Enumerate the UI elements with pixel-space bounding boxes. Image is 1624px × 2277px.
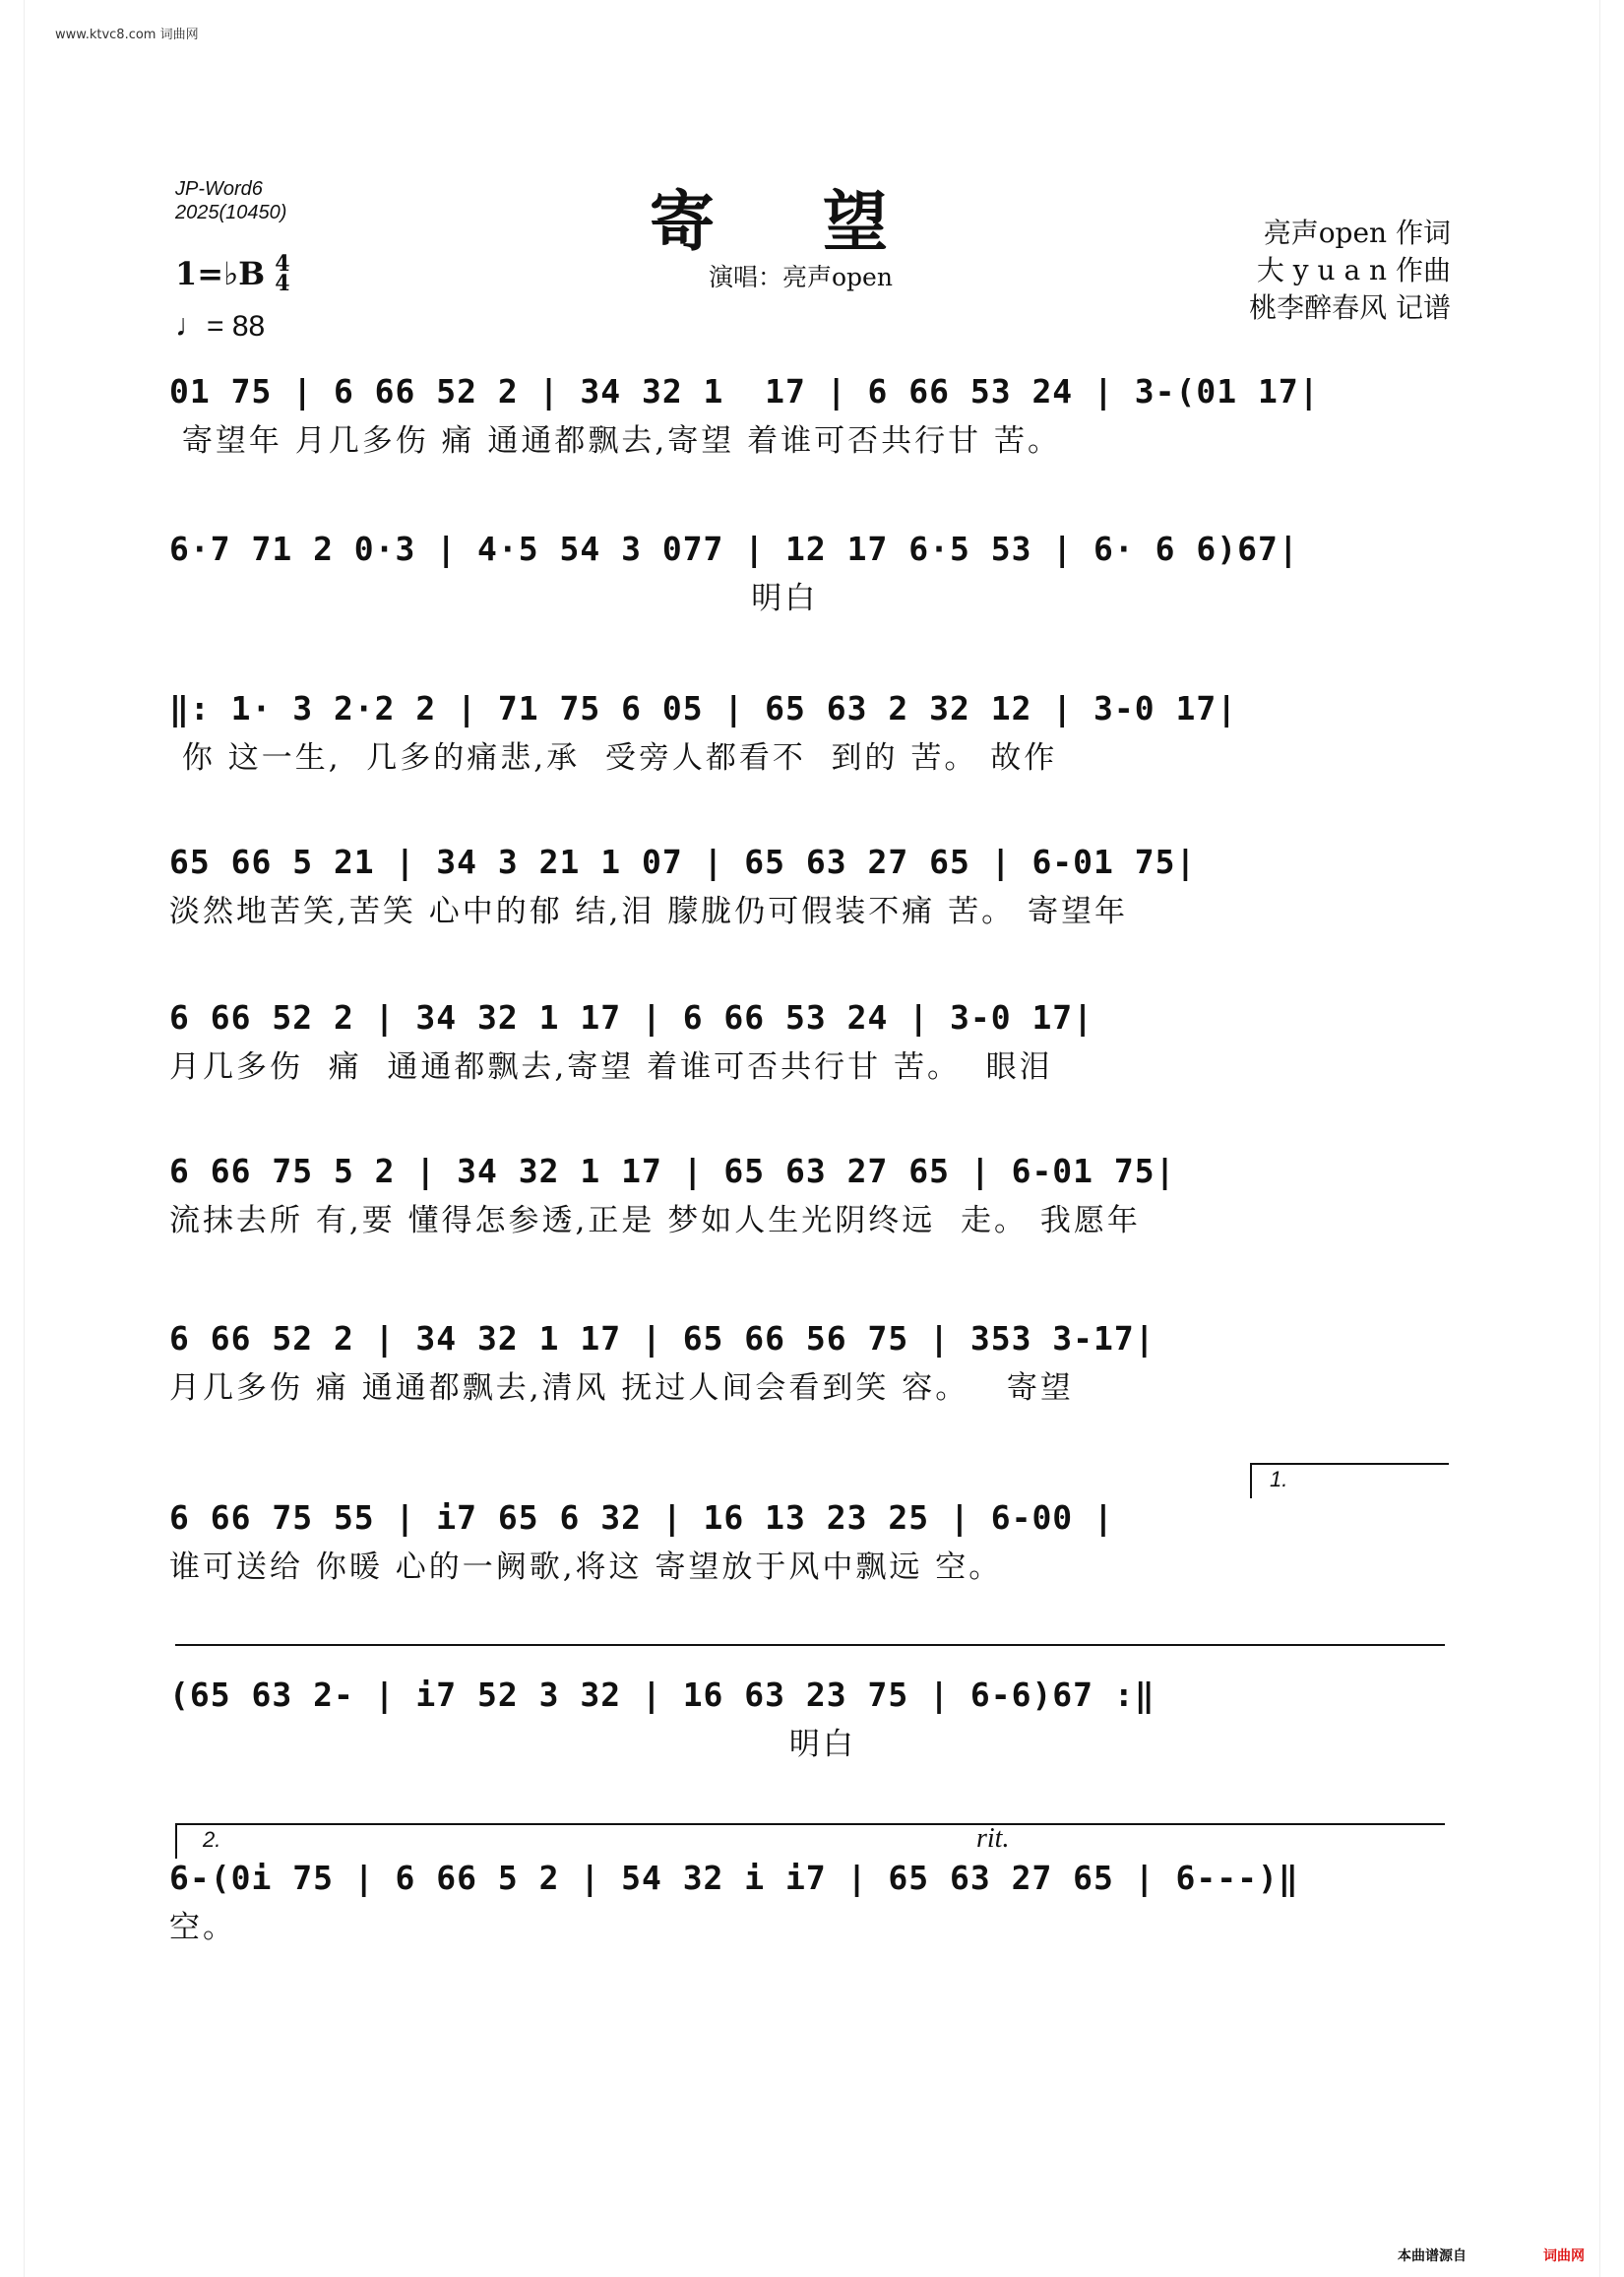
software-version: 2025(10450) [175,202,287,223]
volta-2-tick [175,1823,177,1859]
score-system [169,1857,1449,1949]
site-url[interactable]: www.ktvc8.com 词曲网 [55,28,199,42]
score-system [169,687,1449,780]
key-signature [175,251,290,296]
score-system [169,841,1449,933]
lyrics-line: 月几多伤 痛 通通都飘去,清风 抚过人间会看到笑 容。 寄望 [169,1370,1074,1406]
tempo-mark [175,307,265,344]
software-info [175,177,286,224]
volta-1-continuation [175,1644,1445,1646]
notation-line: 6-(0i 75 | 6 66 5 2 | 54 32 i i7 | 65 63 27 65 | 6---)‖ [169,1859,1299,1897]
footer-site-logo[interactable]: 词曲网 [1543,2248,1585,2264]
volta-2-bracket [175,1823,1445,1825]
notation-line: 01 75 | 6 66 52 2 | 34 32 1 17 | 6 66 53 24 | 3-(01 17| [169,372,1320,411]
time-sig-bottom: 4 [275,271,290,296]
lyrics-line: 空。 [169,1910,236,1945]
score-system [169,370,1449,463]
notation-line: 6 66 52 2 | 34 32 1 17 | 65 66 56 75 | 353 3-17| [169,1319,1156,1358]
notation-line: 6 66 52 2 | 34 32 1 17 | 6 66 53 24 | 3-0 17| [169,998,1094,1037]
lyrics-line: 月几多伤 痛 通通都飘去,寄望 着谁可否共行甘 苦。 眼泪 [169,1049,1053,1085]
credits [1249,215,1451,327]
ritardando-mark: rit. [976,1823,1010,1854]
quarter-note-icon: ♩ [175,307,207,343]
score-system [169,996,1449,1089]
notation-line: (65 63 2- | i7 52 3 32 | 16 63 23 75 | 6-6)67 :‖ [169,1676,1156,1714]
software-name: JP-Word6 [175,178,263,200]
notation-line: 6·7 71 2 0·3 | 4·5 54 3 077 | 12 17 6·5 53 | 6· 6 6)67| [169,530,1299,568]
watermark-sidebar-left [0,0,25,2277]
composer-credit: 大 y u a n 作曲 [1256,254,1451,286]
time-signature [275,251,290,296]
notation-line: 6 66 75 5 2 | 34 32 1 17 | 65 63 27 65 | 6-01 75| [169,1152,1176,1190]
volta-2-label: 2. [203,1827,221,1852]
lyricist-credit: 亮声open 作词 [1263,217,1451,249]
watermark-sidebar-right [1599,0,1624,2277]
lyrics-line: 寄望年 月几多伤 痛 通通都飘去,寄望 着谁可否共行甘 苦。 [169,423,1061,459]
notation-line: 65 66 5 21 | 34 3 21 1 07 | 65 63 27 65 | 6-01 75| [169,843,1197,881]
score-system [169,528,1449,620]
transcriber-credit: 桃李醉春风 记谱 [1249,291,1451,324]
notation-line: 6 66 75 55 | i7 65 6 32 | 16 13 23 25 | 6-00 | [169,1498,1114,1537]
tempo-value: = 88 [207,310,266,343]
score-system [169,1674,1449,1766]
score-system [169,1496,1449,1589]
lyrics-line: 明白 [169,1727,856,1762]
score-system [169,1150,1449,1242]
footer-source-text: 本曲谱源自 [1398,2248,1467,2264]
volta-1-bracket [1250,1463,1449,1465]
score-system [169,1317,1449,1410]
lyrics-line: 明白 [169,581,819,616]
singer-credit: 演唱：亮声open [709,263,893,291]
volta-1-label: 1. [1270,1467,1288,1491]
lyrics-line: 谁可送给 你暖 心的一阙歌,将这 寄望放于风中飘远 空。 [169,1550,1003,1585]
notation-line: ‖: 1· 3 2·2 2 | 71 75 6 05 | 65 63 2 32 12 | 3-0 17| [169,689,1238,727]
lyrics-line: 淡然地苦笑,苦笑 心中的郁 结,泪 朦胧仍可假装不痛 苦。 寄望年 [169,894,1128,929]
lyrics-line: 你 这一生, 几多的痛悲,承 受旁人都看不 到的 苦。 故作 [169,740,1058,776]
lyrics-line: 流抹去所 有,要 懂得怎参透,正是 梦如人生光阴终远 走。 我愿年 [169,1203,1141,1238]
song-title: 寄望 [650,183,996,260]
time-sig-top: 4 [275,251,290,277]
volta-1-tick [1250,1463,1252,1498]
key-label: 1=♭B [175,255,266,292]
